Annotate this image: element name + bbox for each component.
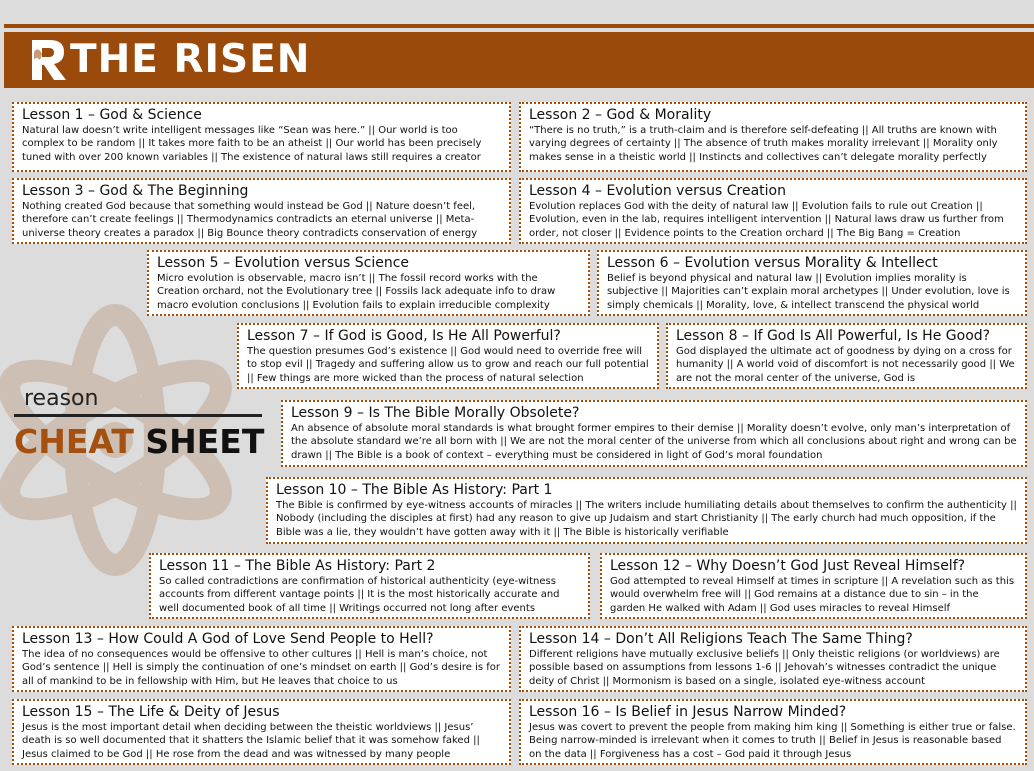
lesson-card-8 xyxy=(666,323,1027,389)
lesson-title: Lesson 1 – God & Science xyxy=(22,107,202,123)
sheet-word: SHEET xyxy=(145,422,265,461)
cheat-word: CHEAT xyxy=(14,422,134,461)
lesson-title: Lesson 7 – If God is Good, Is He All Powerful? xyxy=(247,328,561,344)
lesson-card-4 xyxy=(519,178,1027,244)
lesson-card-13 xyxy=(12,626,511,692)
lesson-card-5 xyxy=(147,250,590,316)
lesson-title: Lesson 8 – If God Is All Powerful, Is He Good? xyxy=(676,328,991,344)
lesson-body: Jesus was covert to prevent the people from making him king || Something is either true or false. Being narrow-minded is irrelevant when it comes to truth || Belief in Jesus is reasonable based on the data || Forgiveness has a cost – God paid it through Jesus xyxy=(529,722,1016,760)
lesson-body: The idea of no consequences would be offensive to other cultures || Hell is man’s choice, not God’s sentence || Hell is simply the continuation of one’s mindset on earth || God’s desire is for all of mankind to be in fellowship with Him, but He leaves that choice to us xyxy=(22,649,500,687)
lesson-title: Lesson 4 – Evolution versus Creation xyxy=(529,183,786,199)
lesson-title: Lesson 12 – Why Doesn’t God Just Reveal Himself? xyxy=(610,558,966,574)
lesson-card-1 xyxy=(12,102,511,172)
lesson-card-3 xyxy=(12,178,511,244)
lesson-card-14 xyxy=(519,626,1027,692)
cheat-sheet-title xyxy=(14,422,264,461)
lesson-body: God attempted to reveal Himself at times in scripture || A revelation such as this would overwhelm free will || God remains at a distance due to sin – in the garden He walked with Adam || God uses miracles to reveal Himself xyxy=(610,576,1015,614)
lesson-title: Lesson 9 – Is The Bible Morally Obsolete? xyxy=(291,405,580,421)
lesson-title: Lesson 6 – Evolution versus Morality & Intellect xyxy=(607,255,938,271)
lesson-title: Lesson 14 – Don’t All Religions Teach The Same Thing? xyxy=(529,631,913,647)
header-banner xyxy=(4,32,1034,88)
lesson-body: So called contradictions are confirmation of historical authenticity (eye-witness accounts from different vantage points || It is the most historically accurate and well documented book of all time || Writings occurred not long after events xyxy=(159,576,560,614)
top-rule xyxy=(4,24,1034,28)
lesson-title: Lesson 13 – How Could A God of Love Send People to Hell? xyxy=(22,631,434,647)
lesson-card-11 xyxy=(149,553,590,619)
lesson-card-10 xyxy=(266,477,1027,544)
lesson-body: Different religions have mutually exclusive beliefs || Only theistic religions (or worldviews) are possible based on assumptions from lessons 1-6 || Jehovah’s witnesses contradict the unique deity of Christ || Mormonism is based on a single, isolated eye-witness account xyxy=(529,649,1000,687)
brand-logo xyxy=(28,36,310,84)
lesson-card-6 xyxy=(597,250,1027,316)
lesson-body: An absence of absolute moral standards is what brought former empires to their demise || Morality doesn’t evolve, only man’s interpretation of the absolute standard we’re all born with || We are not the moral center of the universe from which all conclusions about right and wrong can be drawn || The Bible is a book of context – everything must be considered in light of God’s moral foundation xyxy=(291,423,1017,461)
lesson-body: The Bible is confirmed by eye-witness accounts of miracles || The writers include humiliating details about themselves to confirm the authenticity || Nobody (including the disciples at first) had any reason to give up Judaism and start Christianity || The early church had much opposition, if the Bible was a lie, they wouldn’t have gotten away with it || The Bible is historically verifiable xyxy=(276,500,1017,538)
lesson-body: God displayed the ultimate act of goodness by dying on a cross for humanity || A world void of discomfort is not necessarily good || We are not the moral center of the universe, God is xyxy=(676,346,1015,384)
lesson-card-15 xyxy=(12,699,511,765)
risen-r-icon xyxy=(28,38,68,82)
brand-name: THE RISEN xyxy=(70,37,311,82)
lesson-title: Lesson 11 – The Bible As History: Part 2 xyxy=(159,558,436,574)
lesson-card-2 xyxy=(519,102,1027,172)
lesson-body: Micro evolution is observable, macro isn’t || The fossil record works with the Creation orchard, not the Evolutionary tree || Fossils lack adequate info to draw macro evolution conclusions || Evolution fails to explain irreducible complexity xyxy=(157,273,556,311)
lesson-body: Evolution replaces God with the deity of natural law || Evolution fails to rule out Creation || Evolution, even in the lab, requires intelligent intervention || Natural laws draw us further from order, not closer || Evidence points to the Creation orchard || The Big Bang = Creation xyxy=(529,201,1004,239)
lesson-title: Lesson 15 – The Life & Deity of Jesus xyxy=(22,704,280,720)
lesson-card-9 xyxy=(281,400,1027,467)
lesson-card-7 xyxy=(237,323,659,389)
lesson-body: Natural law doesn’t write intelligent messages like “Sean was here.” || Our world is too complex to be random || It takes more faith to be an atheist || Our world has been precisely tuned with over 200 known variables || The existence of natural laws still requires a creator xyxy=(22,125,482,163)
lesson-body: “There is no truth,” is a truth-claim and is therefore self-defeating || All truths are known with varying degrees of certainty || The absence of truth makes morality irrelevant || Morality only makes sense in a theistic world || Instincts and collectives can’t delegate morality perfectly xyxy=(529,125,998,163)
lesson-title: Lesson 10 – The Bible As History: Part 1 xyxy=(276,482,553,498)
lesson-title: Lesson 16 – Is Belief in Jesus Narrow Minded? xyxy=(529,704,847,720)
lesson-card-12 xyxy=(600,553,1027,619)
lesson-title: Lesson 3 – God & The Beginning xyxy=(22,183,249,199)
lesson-title: Lesson 2 – God & Morality xyxy=(529,107,712,123)
reason-label: reason xyxy=(24,386,99,411)
lesson-title: Lesson 5 – Evolution versus Science xyxy=(157,255,410,271)
lesson-body: Nothing created God because that something would instead be God || Nature doesn’t feel, therefore can’t create feelings || Thermodynamics contradicts an eternal universe || Meta-universe theory creates a paradox || Big Bounce theory contradicts conservation of energy xyxy=(22,201,478,239)
reason-divider xyxy=(14,414,262,417)
lesson-body: Belief is beyond physical and natural law || Evolution implies morality is subjective || Majorities can’t explain moral archetypes || Under evolution, love is simply chemicals || Morality, love, & intellect transcend the physical world xyxy=(607,273,1010,311)
lesson-body: Jesus is the most important detail when deciding between the theistic worldviews || Jesus’ death is so well documented that it shatters the Islamic belief that it was somehow faked || Jesus claimed to be God || He rose from the dead and was witnessed by many people xyxy=(22,722,480,760)
lesson-card-16 xyxy=(519,699,1027,765)
lesson-body: The question presumes God’s existence || God would need to override free will to stop evil || Tragedy and suffering allow us to grow and reach our full potential || Few things are more wicked than the process of natural selection xyxy=(247,346,649,384)
